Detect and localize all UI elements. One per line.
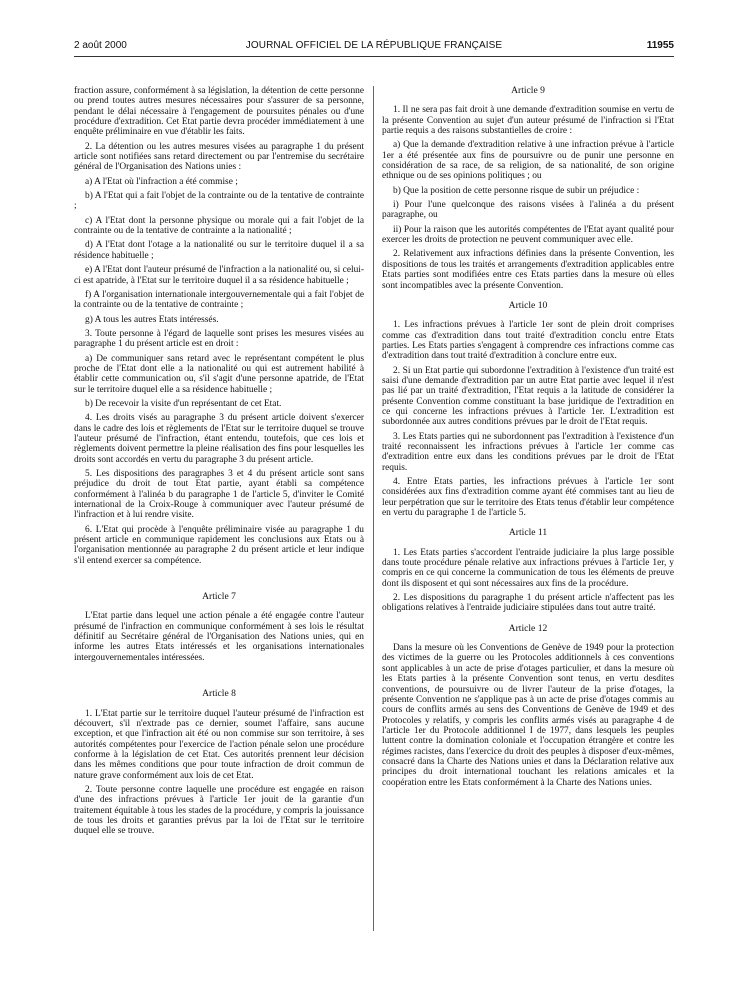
paragraph: 5. Les dispositions des paragraphes 3 et 4 du présent article sont sans préjudice du droit de tout Etat partie, ayant établi sa compétence conformément à l'alinéa b du paragraphe 1 de l'article 5, d'inviter le Comité international de la Croix-Rouge à communiquer avec l'auteur présumé de l'infraction et à lui rendre visite.	[74, 469, 364, 521]
list-item: g) A tous les autres Etats intéressés.	[85, 314, 219, 325]
running-header	[74, 40, 674, 54]
paragraph: L'Etat partie dans lequel une action pénale a été engagée contre l'auteur présumé de l'infraction en communique conformément à ses lois le résultat définitif au Secrétaire général de l'Organisation des Nations unies, qui en informe les autres Etats intéressés et les organisations internationales intergouvernementales intéressées.	[74, 611, 364, 663]
list-item: d) A l'Etat dont l'otage a la nationalité ou sur le territoire duquel il a sa résidence habituelle ;	[74, 240, 364, 261]
list-item: b) A l'Etat qui a fait l'objet de la contrainte ou de la tentative de contrainte ;	[74, 191, 364, 212]
article-heading: Article 12	[508, 622, 548, 634]
column-divider	[373, 86, 374, 931]
paragraph: 4. Entre Etats parties, les infractions prévues à l'article 1er sont considérées aux fins d'extradition comme ayant été commises tant au lieu de leur perpétration que sur le territoire des Etats tenus d'établir leur compétence en vertu du paragraphe 1 de l'article 5.	[382, 477, 674, 519]
paragraph: 2. Toute personne contre laquelle une procédure est engagée en raison d'une des infractions prévues à l'article 1er jouit de la garantie d'un traitement équitable à tous les stades de la procédure, y compris la jouissance de tous les droits et garanties prévus par la loi de l'Etat sur le territoire duquel elle se trouve.	[74, 784, 364, 837]
paragraph: 2. Si un Etat partie qui subordonne l'extradition à l'existence d'un traité est saisi d'une demande d'extradition par un autre Etat partie avec lequel il n'est pas lié par un traité d'extradition, l'Etat requis a la latitude de considérer la présente Convention comme constituant la base juridique de l'extradition en ce qui concerne les infractions prévues à l'article 1er. L'extradition est subordonnée aux autres conditions prévues par le droit de l'Etat requis.	[382, 365, 674, 428]
list-item: a) De communiquer sans retard avec le représentant compétent le plus proche de l'Etat dont elle a la nationalité ou qui est autrement habilité à établir cette communication ou, s'il s'agit d'une personne apatride, de l'Etat sur le territoire duquel elle a sa résidence habituelle ;	[74, 353, 364, 395]
paragraph: 4. Les droits visés au paragraphe 3 du présent article doivent s'exercer dans le cadre des lois et règlements de l'Etat sur le territoire duquel se trouve l'auteur présumé de l'infraction, étant entendu, toutefois, que ces lois et règlements doivent permettre la pleine réalisation des fins pour lesquelles les droits sont accordés en vertu du paragraphe 3 du présent article.	[74, 413, 364, 465]
article-heading: Article 9	[511, 85, 545, 96]
list-item: a) A l'Etat où l'infraction a été commise ;	[85, 176, 238, 187]
left-column	[74, 86, 364, 841]
issue-date: 2 août 2000	[74, 40, 127, 51]
paragraph: 3. Toute personne à l'égard de laquelle sont prises les mesures visées au paragraphe 1 du présent article est en droit :	[74, 328, 364, 350]
list-item: c) A l'Etat dont la personne physique ou morale qui a fait l'objet de la contrainte ou de la tentative de contrainte a la nationalité ;	[74, 215, 364, 237]
paragraph: 6. L'Etat qui procède à l'enquête préliminaire visée au paragraphe 1 du présent article en communique rapidement les conclusions aux Etats ou à l'organisation mentionnée au paragraphe 2 du présent article et leur indique s'il entend exercer sa compétence.	[74, 524, 364, 566]
list-item: f) A l'organisation internationale intergouvernementale qui a fait l'objet de la contrainte ou de la tentative de contrainte ;	[74, 289, 364, 311]
paragraph: 1. Les Etats parties s'accordent l'entraide judiciaire la plus large possible dans toute procédure pénale relative aux infractions prévues à l'article 1er, y compris en ce qui concerne la communication de tous les éléments de preuve dont ils disposent et qui sont nécessaires aux fins de la procédure.	[382, 547, 674, 589]
paragraph: 1. Il ne sera pas fait droit à une demande d'extradition soumise en vertu de la présente Convention au sujet d'un auteur présumé de l'infraction si l'Etat partie requis a des raisons substantielles de croire :	[382, 105, 674, 137]
paragraph: 1. L'Etat partie sur le territoire duquel l'auteur présumé de l'infraction est découvert, s'il n'extrade pas ce dernier, soumet l'affaire, sans aucune exception, et que l'infraction ait été ou non commise sur son territoire, à ses autorités compétentes pour l'exercice de l'action pénale selon une procédure conforme à la législation de cet Etat. Ces autorités prennent leur décision dans les mêmes conditions que pour toute infraction de droit commun de nature grave conformément aux lois de cet Etat.	[74, 708, 364, 781]
list-item: b) Que la position de cette personne risque de subir un préjudice :	[393, 185, 640, 196]
article-heading: Article 7	[202, 591, 236, 603]
article-heading: Article 8	[202, 688, 236, 700]
paragraph: 2. La détention ou les autres mesures visées au paragraphe 1 du présent article sont notifiées sans retard directement ou par l'entremise du secrétaire général de l'Organisation des Nations unies :	[74, 141, 364, 173]
paragraph: 2. Les dispositions du paragraphe 1 du présent article n'affectent pas les obligations relatives à l'entraide judiciaire stipulées dans tout autre traité.	[382, 593, 674, 614]
list-item: i) Pour l'une quelconque des raisons visées à l'alinéa a du présent paragraphe, ou	[382, 200, 674, 221]
article-heading: Article 10	[508, 299, 548, 311]
list-item: e) A l'Etat dont l'auteur présumé de l'infraction a la nationalité ou, si celui-ci est apatride, à l'Etat sur le territoire duquel il a sa résidence habituelle ;	[74, 265, 364, 286]
paragraph: fraction assure, conformément à sa législation, la détention de cette personne ou prend toutes autres mesures nécessaires pour s'assurer de sa personne, pendant le délai nécessaire à l'engagement de poursuites pénales ou d'une procédure d'extradition. Cet Etat partie devra procéder immédiatement à une enquête préliminaire en vue d'établir les faits.	[74, 86, 364, 138]
right-column	[382, 86, 674, 792]
list-item: b) De recevoir la visite d'un représentant de cet Etat.	[85, 398, 282, 409]
list-item: ii) Pour la raison que les autorités compétentes de l'Etat ayant qualité pour exercer les droits de protection ne peuvent communiquer avec elle.	[382, 224, 674, 246]
page-number: 11955	[646, 40, 674, 51]
paragraph: 2. Relativement aux infractions définies dans la présente Convention, les dispositions de tous les traités et arrangements d'extradition applicables entre Etats parties sont modifiées entre ces Etats parties dans la mesure où elles sont incompatibles avec la présente Convention.	[382, 249, 674, 291]
paragraph: 3. Les Etats parties qui ne subordonnent pas l'extradition à l'existence d'un traité reconnaissent les infractions prévues à l'article 1er comme cas d'extradition entre eux dans les conditions prévues par le droit de l'Etat requis.	[382, 431, 674, 473]
article-heading: Article 11	[508, 527, 548, 539]
header-rule	[74, 56, 674, 57]
paragraph: Dans la mesure où les Conventions de Genève de 1949 pour la protection des victimes de la guerre ou les Protocoles additionnels à ces conventions sont applicables à un acte de prise d'otages particulier, et dans la mesure où les Etats parties à la présente Convention sont tenus, en vertu desdites conventions, de poursuivre ou de livrer l'auteur de la prise d'otages, la présente Convention ne s'applique pas à un acte de prise d'otages commis au cours de conflits armés au sens des Conventions de Genève de 1949 et des Protocoles y relatifs, y compris les conflits armés visés au paragraphe 4 de l'article 1er du Protocole additionnel I de 1977, dans lesquels les peuples luttent contre la domination coloniale et l'occupation étrangère et contre les régimes racistes, dans l'exercice du droit des peuples à disposer d'eux-mêmes, consacré dans la Charte des Nations unies et dans la Déclaration relative aux principes du droit international touchant les relations amicales et la coopération entre les Etats conformément à la Charte des Nations unies.	[382, 643, 674, 788]
journal-title: JOURNAL OFFICIEL DE LA RÉPUBLIQUE FRANÇAISE	[245, 40, 503, 51]
list-item: a) Que la demande d'extradition relative à une infraction prévue à l'article 1er a été présentée aux fins de poursuivre ou de punir une personne en considération de sa race, de sa religion, de sa nationalité, de son origine ethnique ou de ses opinions politiques ; ou	[382, 140, 674, 182]
paragraph: 1. Les infractions prévues à l'article 1er sont de plein droit comprises comme cas d'extradition dans tout traité d'extradition conclu entre Etats parties. Les Etats parties s'engagent à comprendre ces infractions comme cas d'extradition dans tout traité d'extradition à conclure entre eux.	[382, 320, 674, 362]
